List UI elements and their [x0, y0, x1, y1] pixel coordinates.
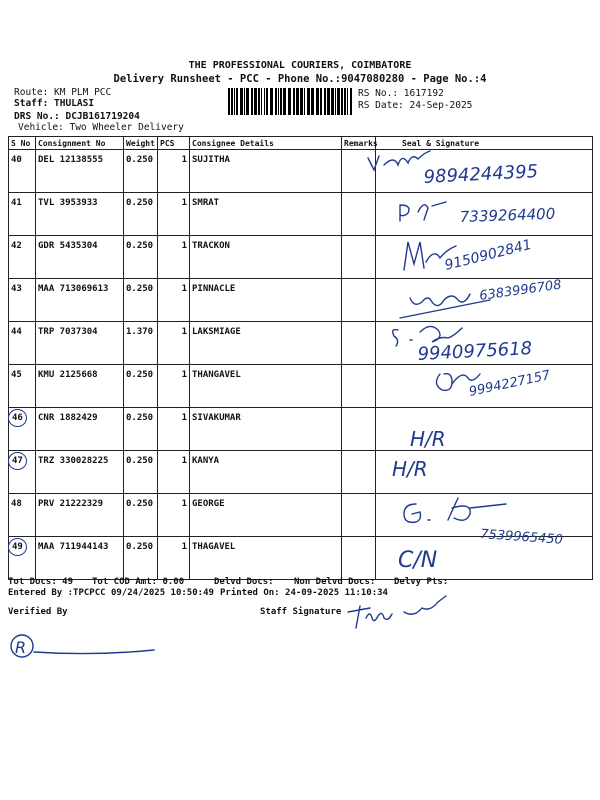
row-signature: [376, 408, 593, 451]
row-consignment-no: [36, 451, 124, 494]
row-weight-text: 1.370: [126, 327, 154, 337]
col-weight: Weight: [124, 137, 158, 150]
row-weight: [124, 236, 158, 279]
row-pcs-text: 1: [181, 456, 187, 466]
row-sno-text: 47: [8, 452, 27, 470]
entered-by: Entered By :TPCPCC 09/24/2025 10:50:49: [8, 588, 214, 598]
route-label: Route: KM PLM PCC: [14, 87, 112, 98]
row-consignee: [190, 322, 342, 365]
row-consignee-text: PINNACLE: [192, 284, 236, 294]
row-consignee-text: THANGAVEL: [192, 370, 241, 380]
barcode-bar: [251, 88, 253, 115]
row-signature: [376, 451, 593, 494]
barcode-bar: [327, 88, 330, 115]
barcode-bar: [293, 88, 295, 115]
row-consignment-no: [36, 193, 124, 236]
row-sno: [9, 451, 36, 494]
row-consignment-no-text: TVL 3953933: [38, 198, 98, 208]
row-pcs: [158, 279, 190, 322]
row-consignment-no-text: MAA 711944143: [38, 542, 109, 552]
row-consignment-no: [36, 365, 124, 408]
row-pcs-text: 1: [181, 413, 187, 423]
row-signature: [376, 150, 593, 193]
row-consignee: [190, 279, 342, 322]
verified-circle: [11, 635, 33, 657]
row-weight: [124, 322, 158, 365]
row-weight: [124, 193, 158, 236]
row-sno: [9, 150, 36, 193]
row-consignment-no: [36, 537, 124, 580]
row-consignment-no-text: CNR 1882429: [38, 413, 98, 423]
row-consignee: [190, 365, 342, 408]
barcode-bar: [266, 88, 268, 115]
row-weight-text: 0.250: [126, 456, 154, 466]
row-pcs: [158, 537, 190, 580]
barcode-bar: [288, 88, 291, 115]
row-consignee-text: KANYA: [192, 456, 220, 466]
row-consignee: [190, 193, 342, 236]
row-consignee: [190, 150, 342, 193]
row-remarks: [342, 408, 376, 451]
barcode-bar: [304, 88, 305, 115]
barcode-bar: [335, 88, 336, 115]
total-cod: Tot COD Amt: 0.00: [92, 577, 185, 587]
row-weight: [124, 494, 158, 537]
row-weight: [124, 279, 158, 322]
phone-row-44: 9940975618: [417, 338, 533, 365]
row-sno: [9, 494, 36, 537]
row-weight: [124, 408, 158, 451]
table-row: [9, 322, 593, 365]
company-title: THE PROFESSIONAL COURIERS, COIMBATORE: [188, 60, 412, 71]
row-consignee-text: SIVAKUMAR: [192, 413, 241, 423]
row-sno: [9, 236, 36, 279]
row-pcs: [158, 451, 190, 494]
table-row: [9, 279, 593, 322]
barcode-bar: [280, 88, 282, 115]
row-remarks: [342, 537, 376, 580]
note-row-47: H/R: [392, 457, 428, 481]
barcode-bar: [254, 88, 257, 115]
row-remarks: [342, 494, 376, 537]
barcode-bar: [331, 88, 334, 115]
col-signature: Seal & Signature: [376, 137, 593, 150]
barcode-bar: [344, 88, 346, 115]
barcode-bar: [337, 88, 340, 115]
row-weight-text: 0.250: [126, 241, 154, 251]
barcode-bar: [341, 88, 343, 115]
barcode-bar: [270, 88, 273, 115]
row-consignment-no-text: KMU 2125668: [38, 370, 98, 380]
row-consignment-no: [36, 279, 124, 322]
phone-row-43: 6383996708: [478, 277, 563, 304]
note-row-49: C/N: [398, 548, 438, 573]
row-sno: [9, 322, 36, 365]
delivered-docs: Delvd Docs:: [214, 577, 274, 587]
barcode-bar: [244, 88, 245, 115]
row-consignment-no: [36, 150, 124, 193]
barcode-bar: [316, 88, 319, 115]
row-remarks: [342, 279, 376, 322]
row-consignee: [190, 236, 342, 279]
barcode-bar: [278, 88, 279, 115]
row-remarks: [342, 322, 376, 365]
col-remarks: Remarks: [342, 137, 376, 150]
row-signature: [376, 322, 593, 365]
phone-row-48: 7539965450: [479, 527, 564, 548]
row-pcs-text: 1: [181, 499, 187, 509]
row-weight: [124, 537, 158, 580]
row-weight-text: 0.250: [126, 284, 154, 294]
row-pcs: [158, 494, 190, 537]
row-consignee-text: THAGAVEL: [192, 542, 236, 552]
barcode-bar: [236, 88, 238, 115]
row-consignee-text: TRACKON: [192, 241, 230, 251]
row-sno: [9, 365, 36, 408]
barcode-bar: [258, 88, 260, 115]
row-sno: [9, 537, 36, 580]
delivery-points: Delvy Pts:: [394, 577, 449, 587]
row-remarks: [342, 365, 376, 408]
row-weight: [124, 150, 158, 193]
row-consignee-text: SMRAT: [192, 198, 220, 208]
barcode-bar: [246, 88, 249, 115]
row-signature: [376, 236, 593, 279]
row-consignee-text: LAKSMIAGE: [192, 327, 241, 337]
row-pcs-text: 1: [181, 327, 187, 337]
col-consignee: Consignee Details: [190, 137, 342, 150]
barcode-bar: [231, 88, 233, 115]
row-consignment-no-text: GDR 5435304: [38, 241, 98, 251]
row-signature: [376, 494, 593, 537]
row-sno: [9, 193, 36, 236]
row-consignee: [190, 537, 342, 580]
row-consignee-text: GEORGE: [192, 499, 225, 509]
barcode-bar: [228, 88, 230, 115]
row-consignment-no: [36, 322, 124, 365]
row-sno-text: 40: [11, 155, 22, 165]
row-consignee: [190, 494, 342, 537]
table-row: [9, 408, 593, 451]
barcode-bar: [324, 88, 326, 115]
row-pcs-text: 1: [181, 284, 187, 294]
row-pcs: [158, 193, 190, 236]
row-sno: [9, 279, 36, 322]
row-weight-text: 0.250: [126, 370, 154, 380]
row-sno-text: 48: [11, 499, 22, 509]
phone-row-42: 9150902841: [443, 236, 534, 274]
non-delivered-docs: Non Delvd Docs:: [294, 577, 376, 587]
barcode-bar: [311, 88, 314, 115]
row-pcs-text: 1: [181, 241, 187, 251]
staff-signature-scribble: [348, 596, 446, 628]
rs-number: RS No.: 1617192: [358, 88, 444, 99]
runsheet-table: [8, 136, 593, 580]
row-remarks: [342, 236, 376, 279]
row-pcs: [158, 408, 190, 451]
barcode-bar: [347, 88, 348, 115]
row-weight-text: 0.250: [126, 499, 154, 509]
table-row: [9, 451, 593, 494]
table-row: [9, 494, 593, 537]
staff-label: Staff: THULASI: [14, 98, 95, 109]
verified-by-label: Verified By: [8, 607, 68, 617]
barcode-bar: [261, 88, 262, 115]
vehicle-label: Vehicle: Two Wheeler Delivery: [18, 122, 184, 133]
row-consignment-no: [36, 408, 124, 451]
table-row: [9, 193, 593, 236]
row-consignment-no-text: DEL 12138555: [38, 155, 104, 165]
barcode-bar: [283, 88, 286, 115]
barcode-bar: [234, 88, 235, 115]
barcode-bar: [307, 88, 310, 115]
barcode-bar: [264, 88, 265, 115]
row-remarks: [342, 451, 376, 494]
barcode-image: [228, 88, 356, 115]
row-sno-text: 42: [11, 241, 22, 251]
total-docs: Tot Docs: 49: [8, 577, 74, 587]
barcode-bar: [275, 88, 277, 115]
table-row: [9, 150, 593, 193]
row-sno-text: 45: [11, 370, 22, 380]
printed-on: Printed On: 24-09-2025 11:10:34: [220, 588, 388, 598]
runsheet-subtitle: Delivery Runsheet - PCC - Phone No.:9047080280 - Page No.:4: [113, 73, 487, 85]
row-remarks: [342, 193, 376, 236]
barcode-bar: [300, 88, 303, 115]
phone-row-45: 9994227157: [467, 368, 552, 400]
row-remarks: [342, 150, 376, 193]
row-weight: [124, 451, 158, 494]
row-consignment-no-text: MAA 713069613: [38, 284, 109, 294]
row-signature: [376, 279, 593, 322]
barcode-bar: [350, 88, 352, 115]
row-signature: [376, 365, 593, 408]
row-consignment-no-text: PRV 21222329: [38, 499, 104, 509]
row-sno-text: 46: [8, 409, 27, 427]
col-consignment: Consignment No: [36, 137, 124, 150]
table-row: [9, 236, 593, 279]
row-consignee: [190, 451, 342, 494]
barcode-bar: [296, 88, 299, 115]
row-consignee-text: SUJITHA: [192, 155, 230, 165]
row-pcs-text: 1: [181, 370, 187, 380]
table-row: [9, 365, 593, 408]
row-weight-text: 0.250: [126, 413, 154, 423]
verified-line: [34, 650, 154, 654]
phone-row-40: 9894244395: [423, 161, 539, 188]
row-consignment-no-text: TRP 7037304: [38, 327, 98, 337]
verified-mark: R: [15, 638, 27, 657]
row-consignment-no-text: TRZ 330028225: [38, 456, 109, 466]
table-header-row: [9, 137, 593, 150]
barcode-bar: [320, 88, 322, 115]
drs-label: DRS No.: DCJB161719204: [14, 111, 140, 122]
row-pcs: [158, 150, 190, 193]
col-pcs: PCS: [158, 137, 190, 150]
row-sno-text: 49: [8, 538, 27, 556]
row-pcs: [158, 322, 190, 365]
row-pcs-text: 1: [181, 542, 187, 552]
row-sno-text: 41: [11, 198, 22, 208]
row-consignment-no: [36, 236, 124, 279]
note-row-46: H/R: [410, 427, 446, 451]
row-pcs: [158, 236, 190, 279]
row-weight: [124, 365, 158, 408]
row-weight-text: 0.250: [126, 198, 154, 208]
row-sno: [9, 408, 36, 451]
row-sno-text: 43: [11, 284, 22, 294]
row-pcs-text: 1: [181, 155, 187, 165]
barcode-bar: [240, 88, 243, 115]
row-weight-text: 0.250: [126, 155, 154, 165]
row-signature: [376, 537, 593, 580]
staff-signature-label: Staff Signature: [260, 607, 342, 617]
row-pcs-text: 1: [181, 198, 187, 208]
row-consignment-no: [36, 494, 124, 537]
row-weight-text: 0.250: [126, 542, 154, 552]
row-consignee: [190, 408, 342, 451]
phone-row-41: 7339264400: [459, 204, 556, 226]
row-sno-text: 44: [11, 327, 22, 337]
row-pcs: [158, 365, 190, 408]
table-row: [9, 537, 593, 580]
rs-date: RS Date: 24-Sep-2025: [358, 100, 473, 111]
col-sno: S No: [9, 137, 36, 150]
row-signature: [376, 193, 593, 236]
